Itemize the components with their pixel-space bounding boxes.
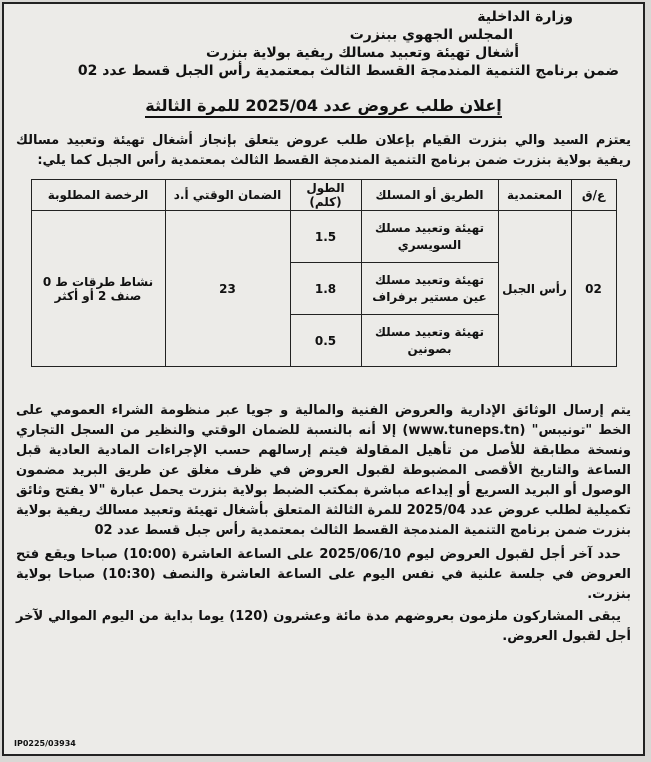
license-cell: نشاط طرقات ط 0 صنف 2 أو أكثر — [31, 211, 165, 367]
lots-table — [31, 179, 617, 367]
deadline-text: حدد آخر أجل لقبول العروض ليوم 2025/06/10 على الساعة العاشرة (10:00) صباحا ويقع فتح العروض في جلسة علنية في نفس اليوم على الساعة العاشرة والنصف (10:30) صباحا بولاية بنزرت. — [16, 547, 631, 602]
table-header-row — [31, 180, 616, 211]
ministry-name: وزارة الداخلية — [477, 9, 573, 25]
announcement-title: إعلان طلب عروض عدد 2025/04 للمرة الثالثة — [145, 96, 502, 118]
col-lot-header: ع/ق — [571, 180, 616, 211]
intro-paragraph: يعتزم السيد والي بنزرت القيام بإعلان طلب عروض يتعلق بإنجاز أشغال تهيئة وتعبيد مسالك ريفية بولاية بنزرت ضمن برنامج التنمية المندمجة القسط الثالث بمعتمدية رأس الجبل كما يلي: — [16, 133, 631, 168]
notice-page — [2, 2, 645, 756]
col-license-header: الرخصة المطلوبة — [31, 180, 165, 211]
road-name-cell: تهيئة وتعبيد مسلك السويسري — [361, 211, 498, 263]
reference-code: IP0225/03934 — [14, 739, 76, 748]
road-name-cell: تهيئة وتعبيد مسلك بصونين — [361, 315, 498, 367]
col-road-header: الطريق أو المسلك — [361, 180, 498, 211]
validity-text: يبقى المشاركون ملزمون بعروضهم مدة مائة وعشرون (120) يوما بداية من اليوم الموالي لآخر أجل لقبول العروض. — [16, 609, 631, 644]
deadline-paragraph — [4, 545, 643, 605]
road-length-cell: 1.8 — [290, 263, 361, 315]
announcement-title-wrap — [4, 96, 643, 115]
submission-paragraph: يتم إرسال الوثائق الإدارية والعروض الفنية والمالية و جويا عبر منظومة الشراء العمومي على الخط "تونيبس" (www.tuneps.tn) إلا أنه بالنسبة للضمان الوقتي والنظير من السجل التجاري ونسخة مطابقة للأصل من تأهيل المقاولة فيتم إرسالهم حسب الإجراءات المادية العادية قبل الساعة والتاريخ الأقصى المضبوطة لقبول العروض في ظرف مغلق عن طريق البريد مضمون الوصول أو البريد السريع أو إيداعه مباشرة بمكتب الضبط بولاية بنزرت يحمل عبارة "لا يفتح وثائق تكميلية لطلب عروض عدد 2025/04 للمرة الثالثة المتعلق بأشغال تهيئة وتعبيد مسالك ريفية بولاية بنزرت ضمن برنامج التنمية المندمجة القسط الثالث بمعتمدية رأس جبل قسط عدد 02 — [16, 403, 631, 538]
road-length-cell: 1.5 — [290, 211, 361, 263]
lot-number-cell: 02 — [571, 211, 616, 367]
col-guarantee-header: الضمان الوقتي أ.د — [165, 180, 290, 211]
delegation-cell: رأس الجبل — [498, 211, 571, 367]
guarantee-cell: 23 — [165, 211, 290, 367]
program-title: ضمن برنامج التنمية المندمجة القسط الثالث بمعتمدية رأس الجبل قسط عدد 02 — [77, 63, 619, 79]
notice-header — [4, 4, 643, 80]
table-row — [31, 211, 616, 263]
project-title: أشغال تهيئة وتعبيد مسالك ريفية بولاية بنزرت — [206, 45, 519, 61]
road-length-cell: 0.5 — [290, 315, 361, 367]
council-name: المجلس الجهوي ببنزرت — [349, 27, 513, 43]
validity-paragraph — [4, 607, 643, 647]
road-name-cell: تهيئة وتعبيد مسلك عين مستير برفراف — [361, 263, 498, 315]
col-delegation-header: المعتمدية — [498, 180, 571, 211]
col-length-header: الطول (كلم) — [290, 180, 361, 211]
